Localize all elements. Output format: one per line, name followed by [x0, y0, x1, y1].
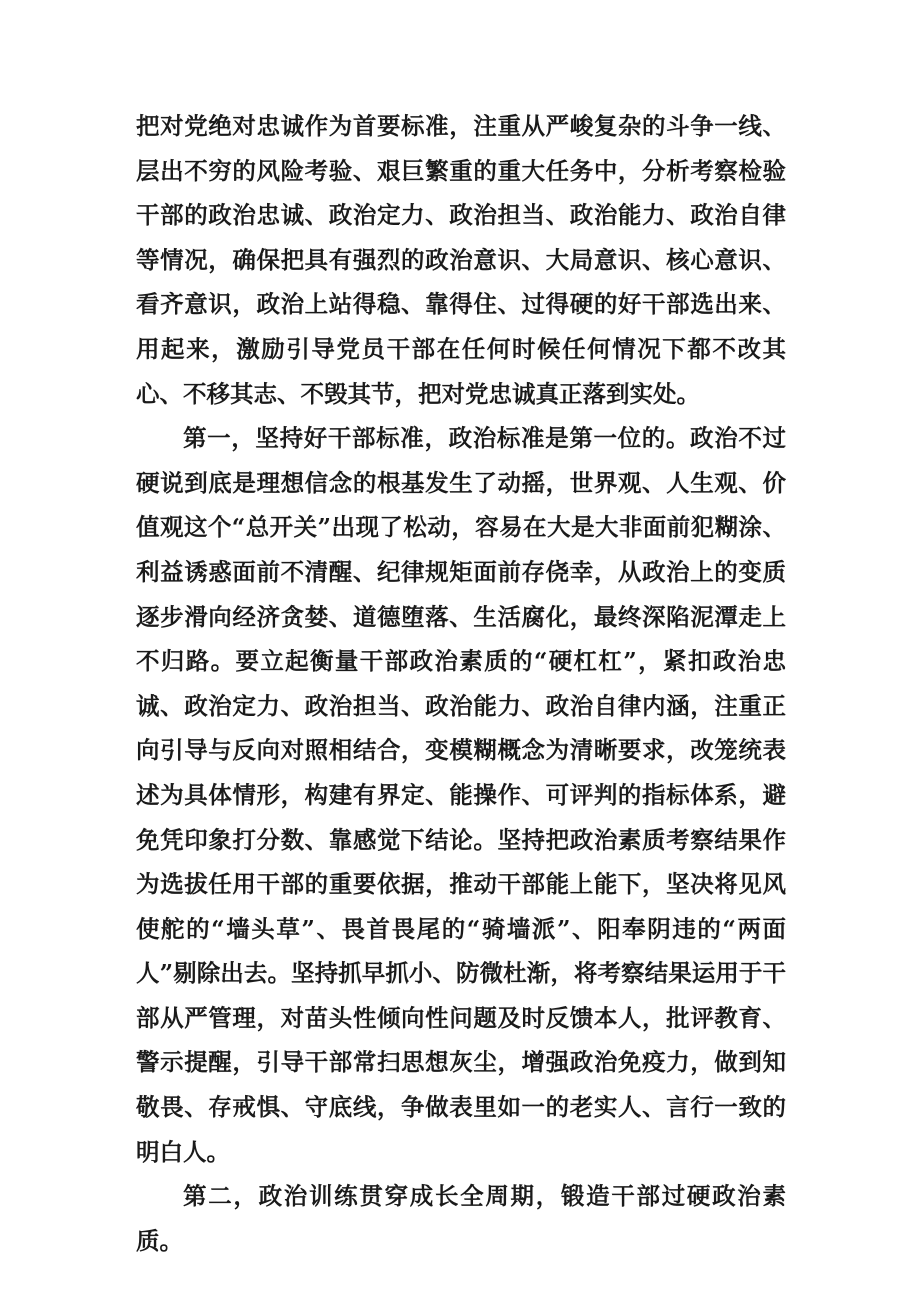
document-body — [136, 104, 786, 1263]
paragraph-first-point: 第一，坚持好干部标准，政治标准是第一位的。政治不过硬说到底是理想信念的根基发生了动摇，世界观、人生观、价值观这个“总开关”出现了松动，容易在大是大非面前犯糊涂、利益诱惑面前不清醒、纪律规矩面前存侥幸，从政治上的变质逐步滑向经济贪婪、道德堕落、生活腐化，最终深陷泥潭走上不归路。要立起衡量干部政治素质的“硬杠杠”，紧扣政治忠诚、政治定力、政治担当、政治能力、政治自律内涵，注重正向引导与反向对照相结合，变模糊概念为清晰要求，改笼统表述为具体情形，构建有界定、能操作、可评判的指标体系，避免凭印象打分数、靠感觉下结论。坚持把政治素质考察结果作为选拔任用干部的重要依据，推动干部能上能下，坚决将见风使舵的“墙头草”、畏首畏尾的“骑墙派”、阳奉阴违的“两面人”剔除出去。坚持抓早抓小、防微杜渐，将考察结果运用于干部从严管理，对苗头性倾向性问题及时反馈本人，批评教育、警示提醒，引导干部常扫思想灰尘，增强政治免疫力，做到知敬畏、存戒惧、守底线，争做表里如一的老实人、言行一致的明白人。 — [136, 424, 786, 1166]
paragraph-continuation: 把对党绝对忠诚作为首要标准，注重从严峻复杂的斗争一线、层出不穷的风险考验、艰巨繁重的重大任务中，分析考察检验干部的政治忠诚、政治定力、政治担当、政治能力、政治自律等情况，确保把具有强烈的政治意识、大局意识、核心意识、看齐意识，政治上站得稳、靠得住、过得硬的好干部选出来、用起来，激励引导党员干部在任何时候任何情况下都不改其心、不移其志、不毁其节，把对党忠诚真正落到实处。 — [136, 112, 786, 408]
paragraph-second-point: 第二，政治训练贯穿成长全周期，锻造干部过硬政治素质。 — [136, 1182, 786, 1255]
